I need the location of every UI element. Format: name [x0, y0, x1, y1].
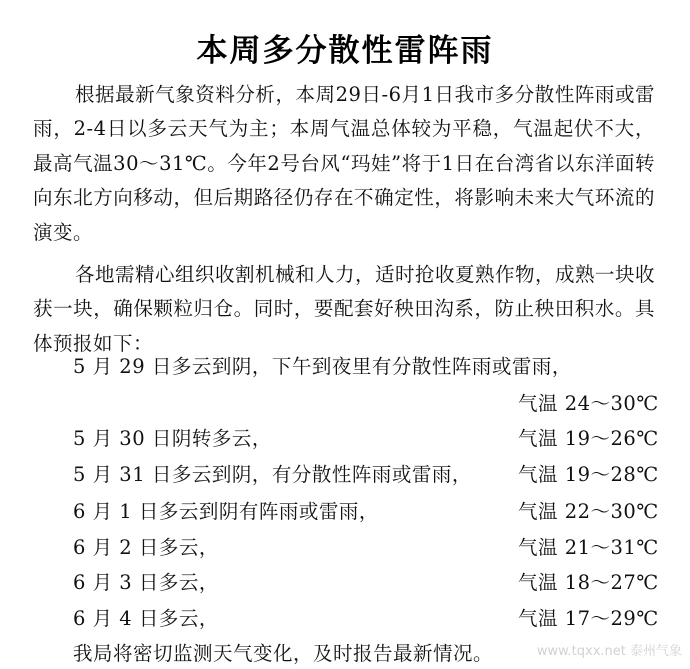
advice-paragraph: 各地需精心组织收割机械和人力，适时抢收夏熟作物，成熟一块收获一块，确保颗粒归仓。同时，要配套好秧田沟系，防止秧田积水。具体预报如下： — [33, 262, 656, 355]
page-title: 本周多分散性雷阵雨 — [196, 32, 494, 69]
forecast-day-0604-description: 6 月 4 日多云， — [73, 607, 219, 630]
forecast-day-0530-description: 5 月 30 日阴转多云， — [73, 427, 272, 450]
forecast-day-0603-temperature: 气温 18～27℃ — [518, 571, 659, 594]
forecast-day-0603-description: 6 月 3 日多云， — [73, 571, 219, 594]
intro-paragraph: 根据最新气象资料分析，本周29日-6月1日我市多分散性阵雨或雷雨，2-4日以多云天气为主；本周气温总体较为平稳，气温起伏不大，最高气温30～31℃。今年2号台风“玛娃”将于1日在台湾省以东洋面转向东北方向移动，但后期路径仍存在不确定性，将影响未来大气环流的演变。 — [33, 82, 655, 244]
forecast-day-0602-temperature: 气温 21～31℃ — [518, 536, 659, 559]
forecast-day-0604-temperature: 气温 17～29℃ — [518, 607, 659, 630]
forecast-day-0530-temperature: 气温 19～26℃ — [518, 427, 659, 450]
forecast-day-0602-description: 6 月 2 日多云， — [73, 536, 219, 559]
closing-statement: 我局将密切监测天气变化，及时报告最新情况。 — [73, 642, 494, 665]
forecast-day-0529-temperature: 气温 24～30℃ — [518, 392, 659, 415]
forecast-day-0601-description: 6 月 1 日多云到阴有阵雨或雷雨， — [73, 500, 379, 523]
forecast-day-0531-temperature: 气温 19～28℃ — [518, 463, 659, 486]
forecast-day-0601-temperature: 气温 22～30℃ — [518, 500, 659, 523]
watermark: www.tqxx.net 泰州气象 — [536, 644, 682, 659]
forecast-day-0531-description: 5 月 31 日多云到阴，有分散性阵雨或雷雨， — [73, 463, 472, 486]
forecast-day-0529-description: 5 月 29 日多云到阴，下午到夜里有分散性阵雨或雷雨， — [73, 355, 572, 378]
